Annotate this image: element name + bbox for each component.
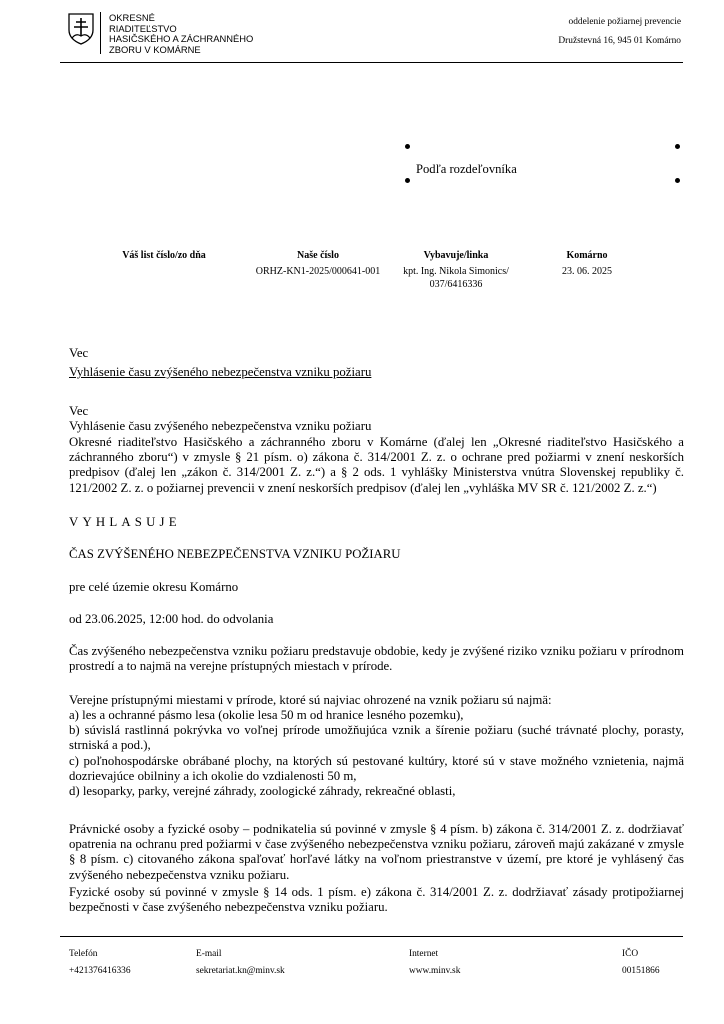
ref-date: 23. 06. 2025 (562, 266, 612, 277)
declaration: VYHLASUJE (69, 515, 181, 529)
scope: pre celé územie okresu Komárno (69, 580, 239, 594)
logo-divider (100, 12, 101, 54)
body-vec-label: Vec (69, 404, 89, 418)
address-corner-mark (405, 178, 410, 183)
footer-email-label: E-mail (196, 949, 222, 959)
ref-your-letter (104, 249, 224, 265)
org-line: RIADITEĽSTVO (109, 22, 177, 34)
ref-our-number (248, 249, 388, 278)
declaration-heading: ČAS ZVÝŠENÉHO NEBEZPEČENSTVA VZNIKU POŽIARU (69, 547, 401, 561)
ref-handled-by-label: Vybavuje/linka (423, 250, 489, 261)
footer-phone (69, 946, 131, 980)
ref-our-number-value: ORHZ-KN1-2025/000641-001 (255, 266, 381, 277)
ref-place-label: Komárno (566, 250, 608, 261)
ref-place-date (542, 249, 632, 278)
address-corner-mark (675, 144, 680, 149)
places-intro: Verejne prístupnými miestami v prírode, ktoré sú najviac ohrozené na vznik požiaru sú najmä: (69, 693, 552, 707)
obligation-legal-paragraph: Právnické osoby a fyzické osoby – podnikatelia sú povinné v zmysle § 4 písm. b) zákona č. 314/2001 Z. z. dodržiavať opatrenia na ochranu pred požiarmi v čase zvýšeného nebezpečenstva vzniku požiaru, zároveň majú zakázané v zmysle § 8 písm. c) citovaného zákona spaľovať horľavé látky na voľnom priestranstve v území, pre ktoré je vyhlásený čas zvýšeného nebezpečenstva vzniku požiaru. (69, 822, 684, 882)
coat-of-arms-icon (66, 12, 96, 46)
footer-internet (409, 946, 460, 980)
org-line: OKRESNÉ (109, 12, 155, 23)
footer-phone-value: +421376416336 (69, 966, 131, 976)
list-item: a) les a ochranné pásmo lesa (okolie lesa 50 m od hranice lesného pozemku), (69, 708, 464, 722)
ref-handled-by-phone: 037/6416336 (429, 279, 483, 290)
ref-handled-by (392, 249, 520, 291)
list-item: d) lesoparky, parky, verejné záhrady, zoologické záhrady, rekreačné oblasti, (69, 784, 456, 799)
office-address: Družstevná 16, 945 01 Komárno (558, 36, 681, 46)
ref-your-letter-label: Váš list číslo/zo dňa (122, 250, 206, 261)
address-corner-mark (405, 144, 410, 149)
footer-email-value: sekretariat.kn@minv.sk (196, 966, 285, 976)
footer-ico (622, 946, 660, 980)
list-item: c) poľnohospodárske obrábané plochy, na ktorých sú pestované kultúry, ktoré sú v stave možného vznietenia, najmä dozrievajúce obilniny a ich okolie do vzdialenosti 50 m, (69, 753, 684, 783)
subject-label: Vec (69, 346, 89, 360)
recipient: Podľa rozdeľovníka (416, 162, 517, 176)
organization-name (109, 13, 253, 55)
obligation-natural-paragraph: Fyzické osoby sú povinné v zmysle § 14 ods. 1 písm. e) zákona č. 314/2001 Z. z. dodržiavať zásady protipožiarnej bezpečnosti v čase zvýšeného nebezpečenstva vzniku požiaru. (69, 885, 684, 915)
body-vec-title: Vyhlásenie času zvýšeného nebezpečenstva vzniku požiaru (69, 419, 372, 433)
footer-internet-value: www.minv.sk (409, 966, 461, 976)
footer-internet-label: Internet (409, 949, 439, 959)
footer-email (196, 946, 285, 980)
list-item: b) súvislá rastlinná pokrývka vo voľnej prírode umožňujúca vznik a šírenie požiaru (suché trávnaté plochy, porasty, strniská a pod.), (69, 723, 684, 753)
subject-title: Vyhlásenie času zvýšeného nebezpečenstva vzniku požiaru (69, 365, 372, 379)
header-divider (60, 62, 683, 63)
definition-paragraph: Čas zvýšeného nebezpečenstva vzniku požiaru predstavuje obdobie, kedy je zvýšené riziko vzniku požiaru v prírodnom prostredí a to najmä na verejne prístupných miestach v prírode. (69, 644, 684, 674)
footer-divider (60, 936, 683, 937)
footer-phone-label: Telefón (69, 949, 98, 959)
header-contact (558, 13, 681, 51)
address-corner-mark (675, 178, 680, 183)
intro-paragraph: Okresné riaditeľstvo Hasičského a záchranného zboru v Komárne (ďalej len „Okresné riaditeľstvo Hasičského a záchranného zboru“) v zmysle § 21 písm. o) zákona č. 314/2001 Z. z. o ochrane pred požiarmi v znení neskorších predpisov (ďalej len „zákon č. 314/2001 Z. z.“) a § 2 ods. 1 vyhlášky Ministerstva vnútra Slovenskej republiky č. 121/2002 Z. z. o požiarnej prevencii v znení neskorších predpisov (ďalej len „vyhláška MV SR č. 121/2002 Z. z.“) (69, 435, 684, 495)
ref-our-number-label: Naše číslo (297, 250, 339, 261)
places-list (69, 708, 684, 799)
period: od 23.06.2025, 12:00 hod. do odvolania (69, 612, 274, 626)
ref-handled-by-name: kpt. Ing. Nikola Simonics/ (403, 266, 509, 277)
org-line: HASIČSKÉHO A ZÁCHRANNÉHO (109, 33, 254, 45)
department-name: oddelenie požiarnej prevencie (568, 17, 681, 27)
footer-ico-label: IČO (622, 949, 639, 959)
footer-ico-value: 00151866 (622, 966, 660, 976)
org-line: ZBORU V KOMÁRNE (109, 43, 201, 55)
